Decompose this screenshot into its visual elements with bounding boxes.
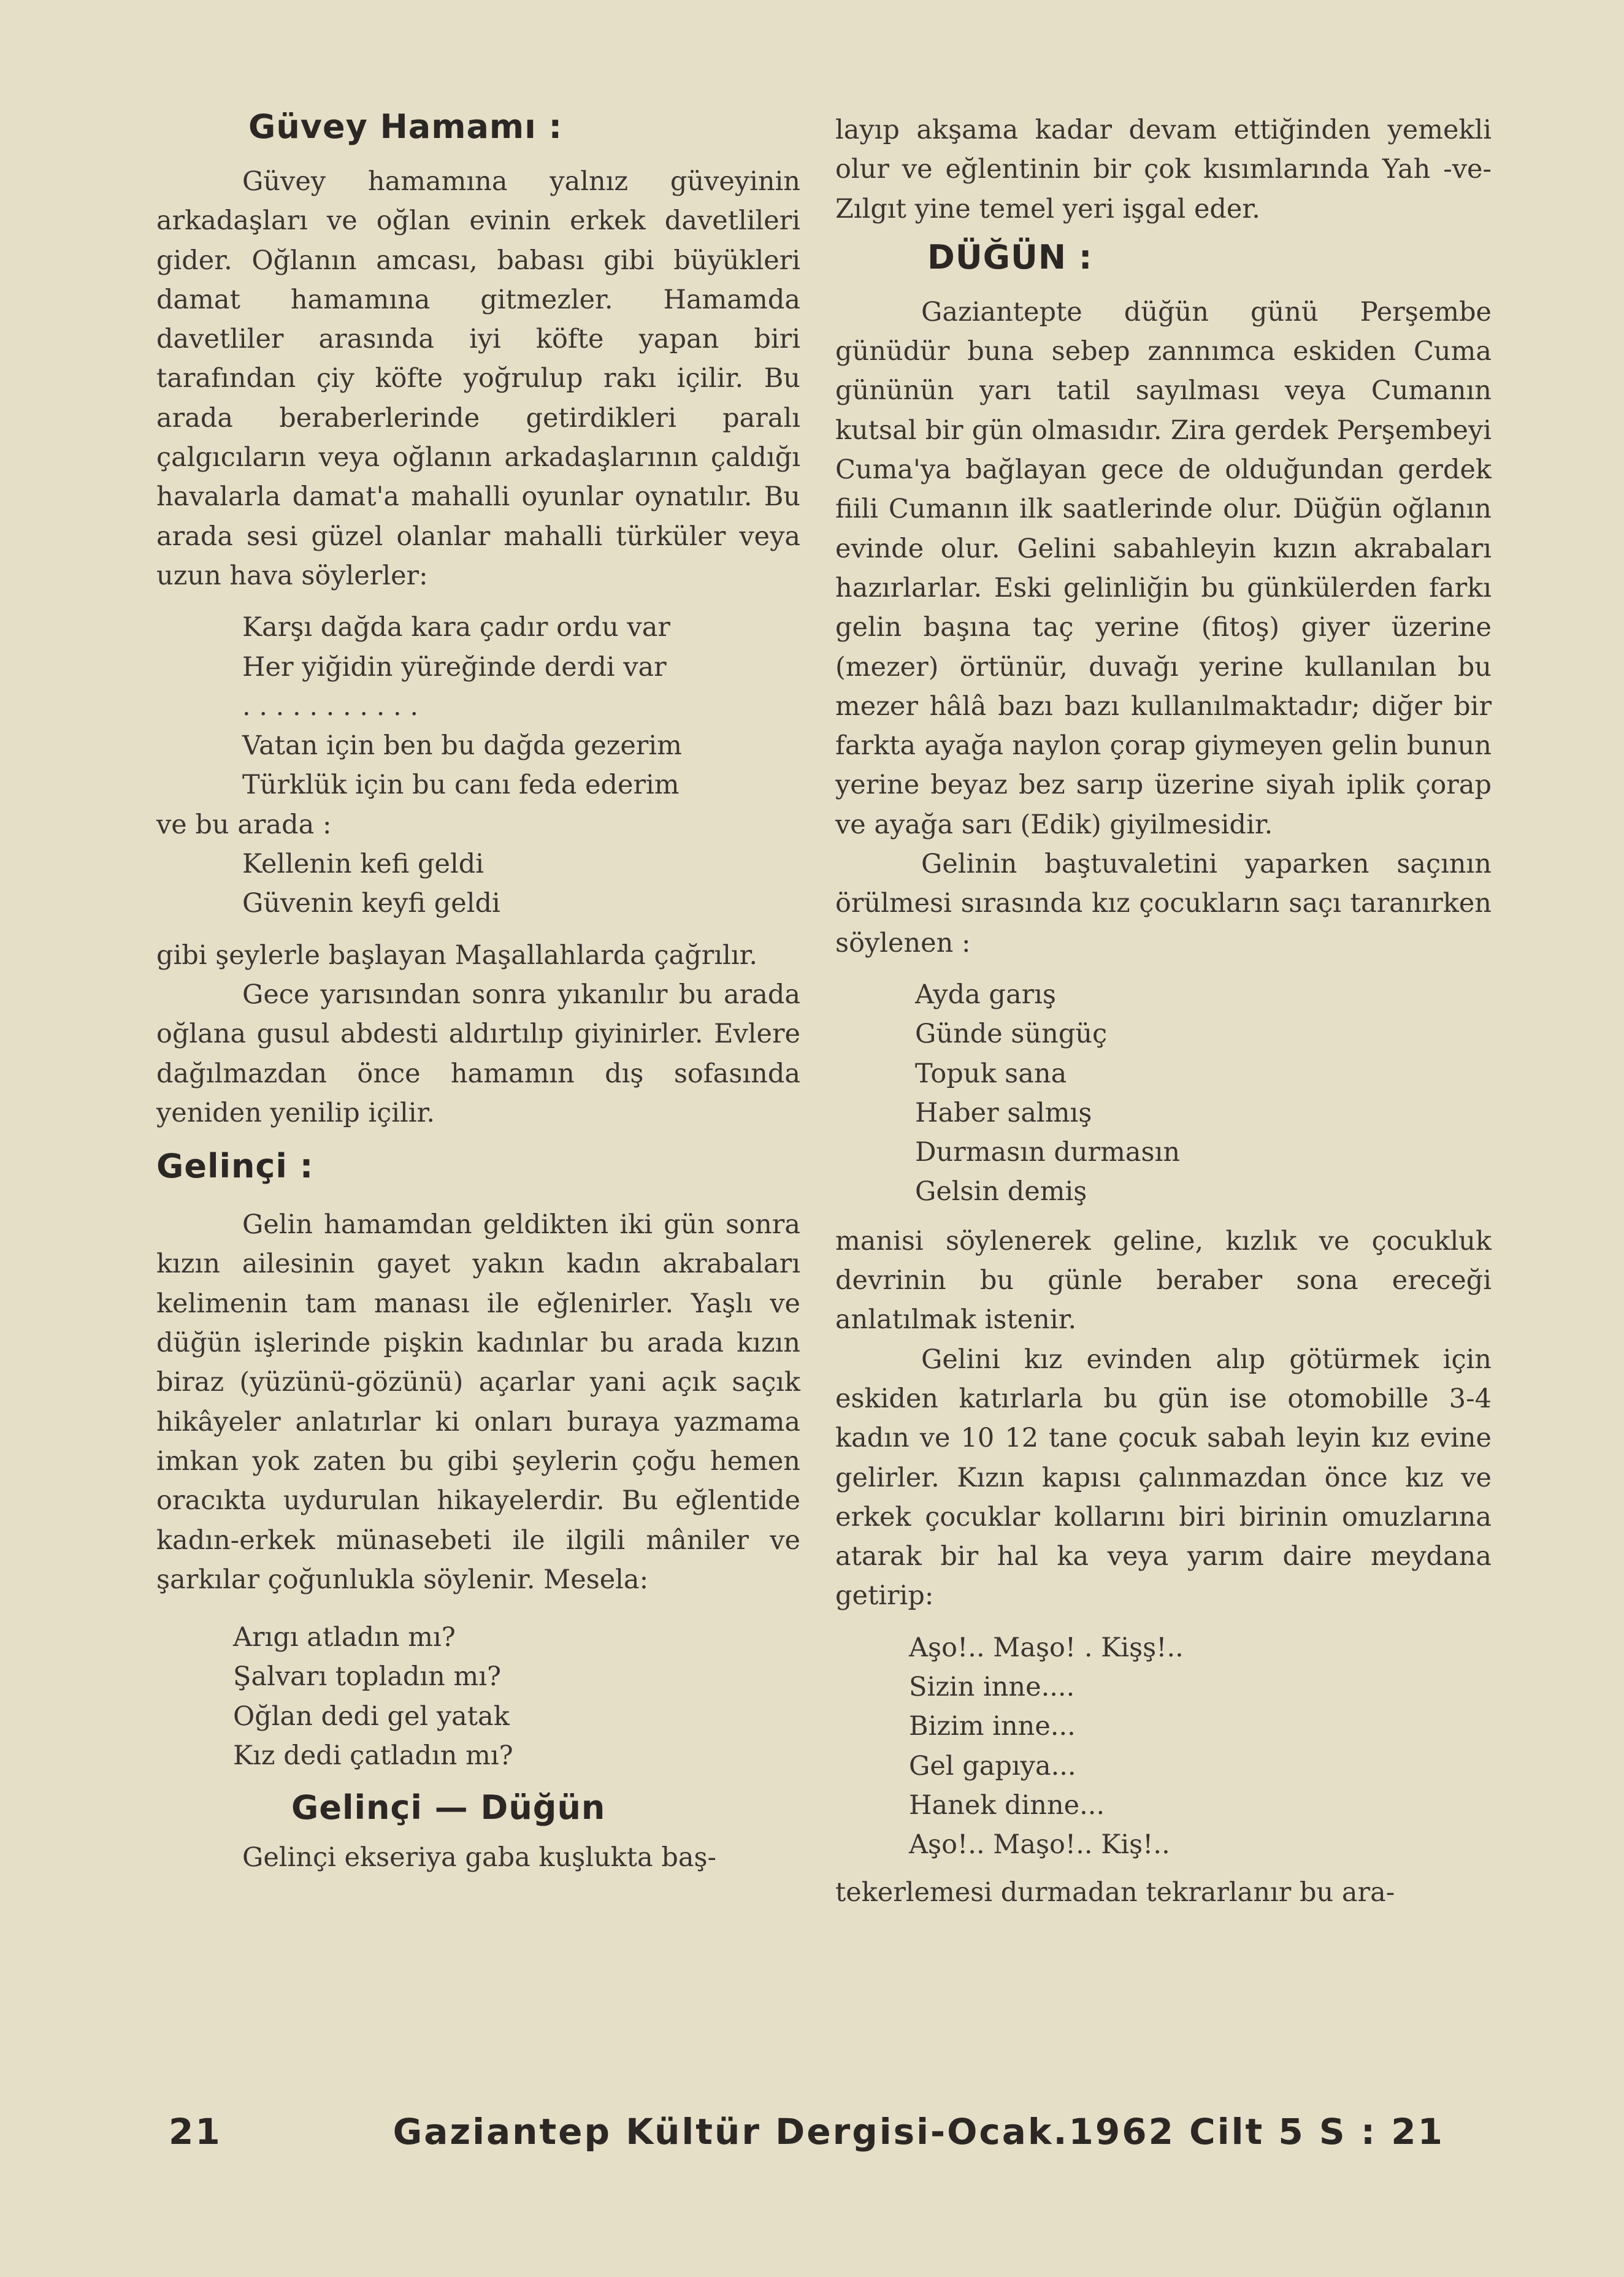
- right-column: [835, 110, 1492, 1913]
- verse-line: Durmasın durmasın: [915, 1137, 1181, 1168]
- paragraph: layıp akşama kadar devam ettiğinden yemekli olur ve eğlentinin bir çok kısımlarında Yah -ve- Zılgıt yine temel yeri işgal eder.: [835, 115, 1492, 224]
- verse-block: [835, 1628, 1492, 1865]
- paragraph: manisi söylenerek geline, kızlık ve çocukluk devrinin bu günle beraber sona ereceği anlatılmak istenir.: [835, 1225, 1492, 1336]
- paragraph: Gece yarısından sonra yıkanılır bu arada oğlana gusul abdesti aldırtılıp giyinirler. Evlere dağılmazdan önce hamamın dış sofasında yeniden yenilip içilir.: [156, 979, 800, 1128]
- verse-line: Aşo!.. Maşo! . Kişş!..: [909, 1632, 1184, 1663]
- left-column: [156, 107, 800, 1878]
- verse-block: [156, 1618, 800, 1775]
- paragraph: gibi şeylerle başlayan Maşallahlarda çağrılır.: [156, 940, 758, 971]
- verse-line: Vatan için ben bu dağda gezerim: [242, 730, 682, 762]
- verse-line: Gel gapıya...: [909, 1750, 1076, 1781]
- footer-title: Gaziantep Kültür Dergisi-Ocak.1962 Cilt 5 S : 21: [393, 2111, 1444, 2153]
- verse-block: [156, 608, 800, 805]
- verse-line: Sizin inne....: [909, 1671, 1075, 1702]
- paragraph: tekerlemesi durmadan tekrarlanır bu ara-: [835, 1877, 1395, 1908]
- verse-line: Ayda garış: [915, 979, 1056, 1010]
- verse-line: . . . . . . . . . . .: [242, 691, 419, 722]
- heading-gelinci: Gelinçi :: [156, 1147, 314, 1186]
- verse-line: Şalvarı topladın mı?: [233, 1661, 502, 1693]
- paragraph: Gelin hamamdan geldikten iki gün sonra kızın ailesinin gayet yakın kadın akrabaları kelimenin tam manası ile eğlenirler. Yaşlı ve düğün işlerinde pişkin kadınlar bu arada kızın biraz (yüzünü-gözünü) açarlar yani açık saçık hikâyeler anlatırlar ki onları buraya yazmama imkan yok zaten bu gibi şeylerin çoğu hemen oracıkta uydurulan hikayelerdir. Bu eğlentide kadın-erkek münasebeti ile ilgili mâniler ve şarkılar çoğunlukla söylenir. Mesela:: [156, 1209, 800, 1595]
- verse-line: Arıgı atladın mı?: [233, 1622, 456, 1653]
- paragraph: Gelinin baştuvaletini yaparken saçının örülmesi sırasında kız çocukların saçı taranırken söylenen :: [835, 849, 1492, 959]
- verse-line: Her yiğidin yüreğinde derdi var: [242, 651, 667, 683]
- verse-line: Karşı dağda kara çadır ordu var: [242, 612, 670, 643]
- verse-line: Gelsin demiş: [915, 1176, 1087, 1207]
- verse-line: Hanek dinne...: [909, 1789, 1105, 1821]
- paragraph: Gelini kız evinden alıp götürmek için eskiden katırlarla bu gün ise otomobille 3-4 kadın ve 10 12 tane çocuk sabah leyin kız evine gelirler. Kızın kapısı çalınmazdan önce kız ve erkek çocuklar kollarını biri birinin omuzlarına atarak bir hal ka veya yarım daire meydana getirip:: [835, 1344, 1492, 1612]
- paragraph: Gaziantepte düğün günü Perşembe günüdür buna sebep zannımca eskiden Cuma gününün yarı tatil sayılması veya Cumanın kutsal bir gün olmasıdır. Zira gerdek Perşembeyi Cuma'ya bağlayan gece de olduğundan gerdek fiili Cumanın ilk saatlerinde olur. Düğün oğlanın evinde olur. Gelini sabahleyin kızın akrabaları hazırlarlar. Eski gelinliğin bu günkülerden farkı gelin başına taç yerine (fitoş) giyer üzerine (mezer) örtünür, duvağı yerine kullanılan bu mezer hâlâ bazı bazı kullanılmaktadır; diğer bir farkta ayağa naylon çorap giymeyen gelin bunun yerine beyaz bez sarıp üzerine siyah iplik çorap ve ayağa sarı (Edik) giyilmesidir.: [835, 296, 1492, 840]
- verse-block: [156, 844, 800, 924]
- verse-line: Günde süngüç: [915, 1019, 1108, 1050]
- verse-line: Oğlan dedi gel yatak: [233, 1701, 510, 1732]
- verse-line: Bizim inne...: [909, 1711, 1076, 1742]
- page-number: 21: [169, 2111, 222, 2153]
- verse-line: Güvenin keyfi geldi: [242, 888, 500, 919]
- heading-dugun: DÜĞÜN :: [927, 237, 1093, 277]
- verse-line: Topuk sana: [915, 1058, 1067, 1089]
- paragraph: Güvey hamamına yalnız güveyinin arkadaşları ve oğlan evinin erkek davetlileri gider. Oğlanın amcası, babası gibi büyükleri damat hamamına gitmezler. Hamamda davetliler arasında iyi köfte yapan biri tarafından çiy köfte yoğrulup rakı içilir. Bu arada beraberlerinde getirdikleri paralı çalgıcıların veya oğlanın arkadaşlarının çaldığı havalarla damat'a mahalli oyunlar oynatılır. Bu arada sesi güzel olanlar mahalli türküler veya uzun hava söylerler:: [156, 166, 800, 591]
- verse-line: Kellenin kefi geldi: [242, 849, 485, 880]
- verse-line: Kız dedi çatladın mı?: [233, 1740, 513, 1771]
- page-footer: [169, 2111, 1444, 2153]
- paragraph: ve bu arada :: [156, 809, 332, 840]
- verse-line: Haber salmış: [915, 1097, 1092, 1128]
- verse-line: Türklük için bu canı feda ederim: [242, 770, 680, 801]
- paragraph: Gelinçi ekseriya gaba kuşlukta baş-: [242, 1842, 717, 1873]
- verse-block: [835, 975, 1492, 1212]
- heading-gelinci-dugun: Gelinçi — Düğün: [291, 1788, 606, 1827]
- verse-line: Aşo!.. Maşo!.. Kiş!..: [909, 1829, 1170, 1861]
- heading-guvey-hamami: Güvey Hamamı :: [248, 107, 563, 146]
